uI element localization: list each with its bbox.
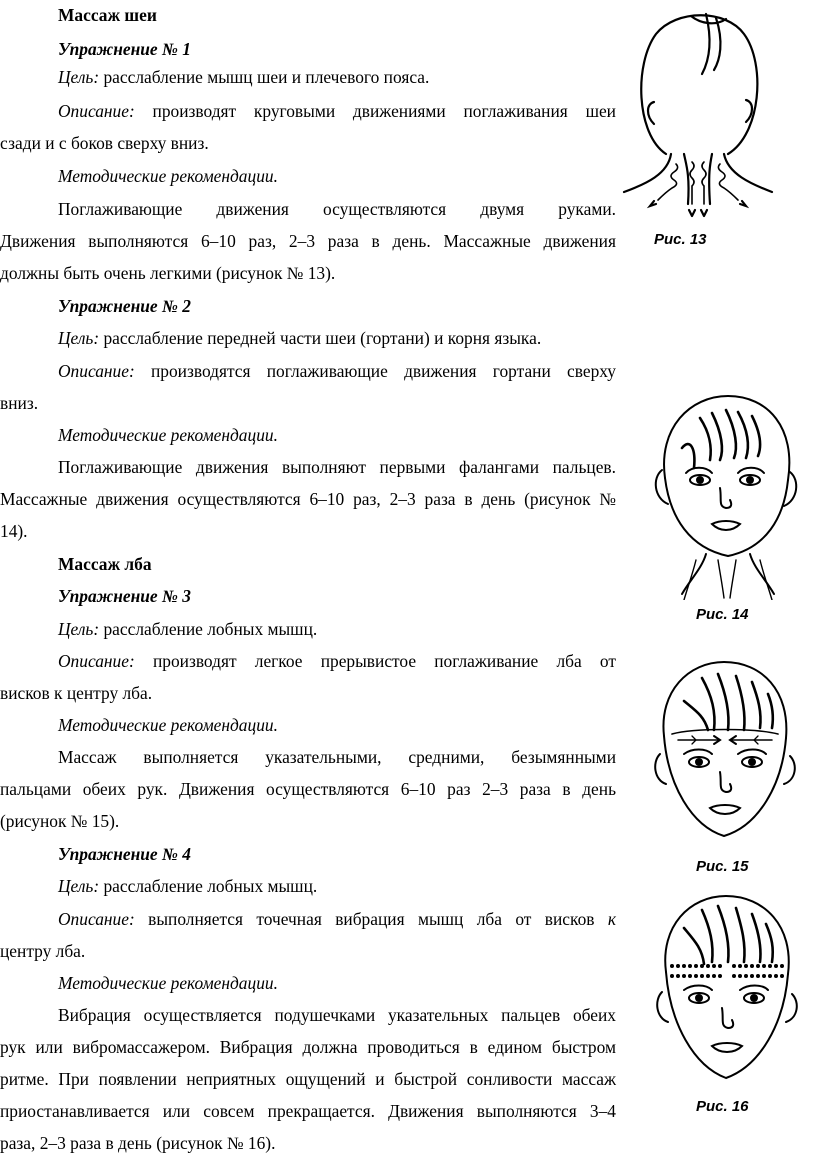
desc-text: производят круговыми движениями поглаживания шеи: [134, 101, 616, 121]
desc-label: Описание:: [58, 361, 135, 381]
exercise-2-method-line-1: Поглаживающие движения выполняют первыми фалангами пальцев.: [58, 457, 616, 477]
exercise-3-title: Упражнение № 3: [58, 586, 191, 606]
figure-16-face-illustration: [648, 888, 804, 1094]
desc-label: Описание:: [58, 651, 135, 671]
exercise-2-desc-line-1: [58, 360, 616, 382]
desc-text: выполняется точечная вибрация мышц лба от висков: [134, 909, 608, 929]
exercise-2-method-label: Методические рекомендации.: [58, 425, 278, 445]
goal-label: Цель:: [58, 328, 100, 348]
exercise-3-method-line-1: Массаж выполняется указательными, средними, безымянными: [58, 747, 616, 767]
exercise-3-method-line-2: пальцами обеих рук. Движения осуществляются 6–10 раз 2–3 раза в день: [0, 779, 616, 799]
exercise-1-method-label: Методические рекомендации.: [58, 166, 278, 186]
heading-neck-massage: Массаж шеи: [58, 5, 157, 25]
exercise-4-method-label: Методические рекомендации.: [58, 973, 278, 993]
exercise-3-goal: [58, 618, 317, 640]
figure-16-caption: Рис. 16: [696, 1098, 749, 1115]
desc-text-italic: к: [607, 909, 616, 929]
exercise-3-desc-line-1: [58, 650, 616, 672]
desc-label: Описание:: [58, 101, 135, 121]
figure-13-caption: Рис. 13: [654, 231, 707, 248]
goal-label: Цель:: [58, 67, 100, 87]
exercise-1-method-line-1: Поглаживающие движения осуществляются двумя руками.: [58, 199, 616, 219]
exercise-4-desc-line-2: центру лба.: [0, 941, 86, 961]
desc-label: Описание:: [58, 909, 135, 929]
exercise-3-method-line-3: (рисунок № 15).: [0, 811, 120, 831]
exercise-1-method-line-3: должны быть очень легкими (рисунок № 13).: [0, 263, 336, 283]
exercise-3-method-label: Методические рекомендации.: [58, 715, 278, 735]
goal-text: расслабление лобных мышц.: [99, 619, 318, 639]
figure-13-neck-illustration: [616, 4, 776, 226]
exercise-4-desc-line-1: [58, 908, 616, 930]
exercise-4-title: Упражнение № 4: [58, 844, 191, 864]
figure-14-caption: Рис. 14: [696, 606, 749, 623]
goal-label: Цель:: [58, 619, 100, 639]
exercise-2-goal: [58, 327, 541, 349]
figure-14-face-illustration: [640, 388, 810, 600]
exercise-4-method-line-4: приостанавливается или совсем прекращается. Движения выполняются 3–4: [0, 1101, 616, 1121]
exercise-1-desc-line-1: [58, 100, 616, 122]
figure-15-face-illustration: [644, 656, 804, 854]
exercise-1-title: Упражнение № 1: [58, 39, 191, 59]
goal-text: расслабление мышц шеи и плечевого пояса.: [99, 67, 430, 87]
desc-text: производятся поглаживающие движения гортани сверху: [134, 361, 616, 381]
exercise-1-goal: [58, 66, 429, 88]
goal-text: расслабление лобных мышц.: [99, 876, 318, 896]
goal-text: расслабление передней части шеи (гортани) и корня языка.: [99, 328, 542, 348]
exercise-1-desc-line-2: сзади и с боков сверху вниз.: [0, 133, 209, 153]
figure-15-caption: Рис. 15: [696, 858, 749, 875]
exercise-4-method-line-2: рук или вибромассажером. Вибрация должна проводиться в едином быстром: [0, 1037, 616, 1057]
exercise-1-method-line-2: Движения выполняются 6–10 раз, 2–3 раза в день. Массажные движения: [0, 231, 616, 251]
exercise-4-method-line-5: раза, 2–3 раза в день (рисунок № 16).: [0, 1133, 276, 1153]
exercise-3-desc-line-2: висков к центру лба.: [0, 683, 153, 703]
exercise-2-title: Упражнение № 2: [58, 296, 191, 316]
exercise-4-method-line-3: ритме. При появлении неприятных ощущений и быстрой сонливости массаж: [0, 1069, 616, 1089]
exercise-2-method-line-2: Массажные движения осуществляются 6–10 раз, 2–3 раза в день (рисунок №: [0, 489, 616, 509]
exercise-4-goal: [58, 875, 317, 897]
goal-label: Цель:: [58, 876, 100, 896]
desc-text: производят легкое прерывистое поглаживание лба от: [134, 651, 616, 671]
heading-forehead-massage: Массаж лба: [58, 554, 152, 574]
exercise-4-method-line-1: Вибрация осуществляется подушечками указательных пальцев обеих: [58, 1005, 616, 1025]
exercise-2-method-line-3: 14).: [0, 521, 28, 541]
exercise-2-desc-line-2: вниз.: [0, 393, 39, 413]
